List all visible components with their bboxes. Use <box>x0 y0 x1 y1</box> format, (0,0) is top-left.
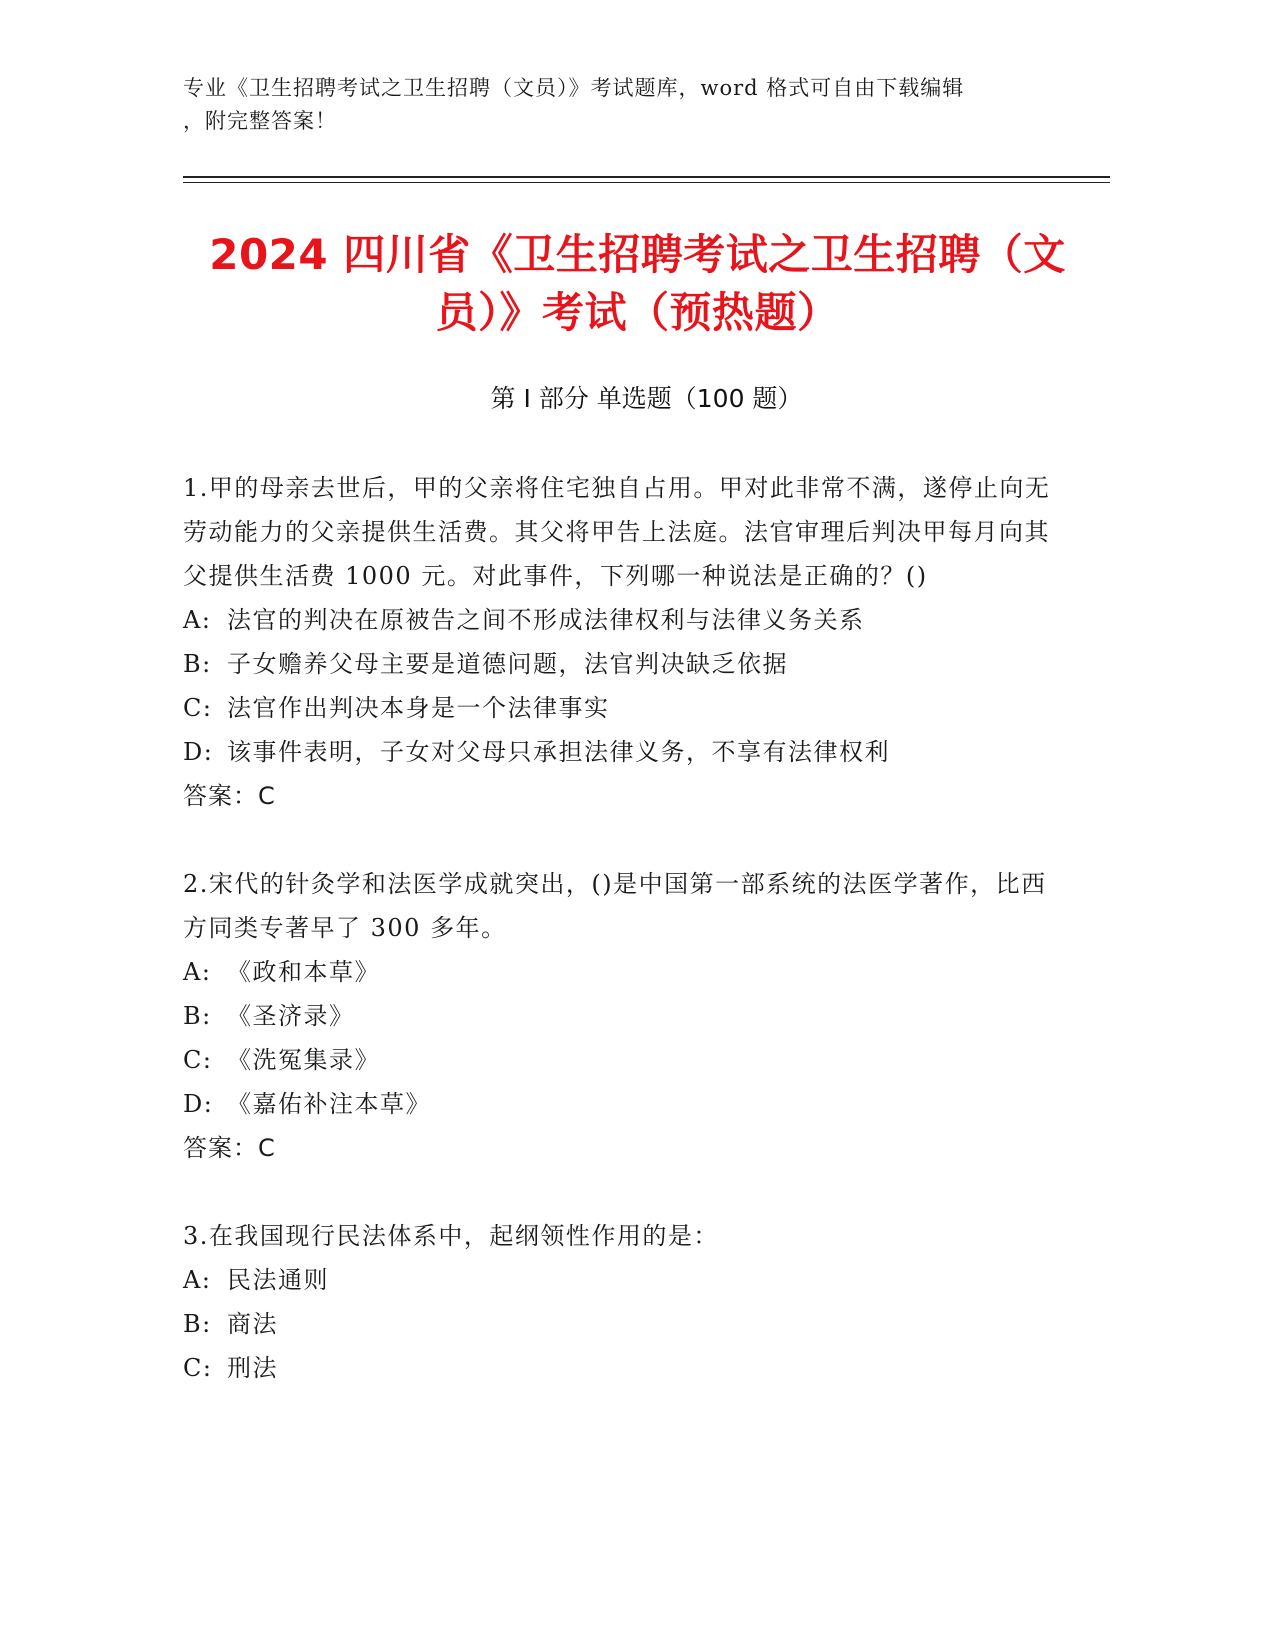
option-key: A: <box>183 1266 212 1294</box>
option-key: C: <box>183 1046 213 1074</box>
header-rule-thick <box>183 176 1110 178</box>
option-b <box>183 642 1063 686</box>
answer: 答案：C <box>183 782 276 810</box>
option-key: D: <box>183 1090 214 1118</box>
question-stem: 2.宋代的针灸学和法医学成就突出，()是中国第一部系统的法医学著作，比西方同类专著早了 300 多年。 <box>183 870 1047 942</box>
header-rule-thin <box>183 182 1110 183</box>
option-key: A: <box>183 958 212 986</box>
header-note-line-1: 专业《卫生招聘考试之卫生招聘（文员）》考试题库，word 格式可自由下载编辑 <box>183 76 965 100</box>
option-text: 刑法 <box>227 1354 278 1382</box>
option-text: 商法 <box>227 1310 278 1338</box>
option-c <box>183 1038 1063 1082</box>
option-text: 民法通则 <box>227 1266 329 1294</box>
option-key: D: <box>183 738 214 766</box>
option-d <box>183 730 1063 774</box>
option-c <box>183 1346 1063 1390</box>
option-a <box>183 950 1063 994</box>
option-text: 《嘉佑补注本草》 <box>227 1090 431 1118</box>
answer: 答案：C <box>183 1134 276 1162</box>
option-key: C: <box>183 1354 213 1382</box>
option-key: A: <box>183 606 212 634</box>
option-b <box>183 994 1063 1038</box>
question-2 <box>183 862 1063 1170</box>
option-a <box>183 598 1063 642</box>
document-title <box>170 226 1105 342</box>
option-a <box>183 1258 1063 1302</box>
option-text: 法官的判决在原被告之间不形成法律权利与法律义务关系 <box>227 606 865 634</box>
option-text: 法官作出判决本身是一个法律事实 <box>227 694 610 722</box>
option-text: 《政和本草》 <box>227 958 380 986</box>
question-list <box>183 466 1063 1434</box>
header-note-line-2: ，附完整答案！ <box>183 109 337 133</box>
question-1 <box>183 466 1063 818</box>
option-key: B: <box>183 1002 212 1030</box>
section-heading: 第 I 部分 单选题（100 题） <box>490 384 803 413</box>
option-d <box>183 1082 1063 1126</box>
option-text: 子女赡养父母主要是道德问题，法官判决缺乏依据 <box>227 650 788 678</box>
option-c <box>183 686 1063 730</box>
option-key: B: <box>183 650 212 678</box>
question-3 <box>183 1214 1063 1390</box>
document-title-line-1: 2024 四川省《卫生招聘考试之卫生招聘（文 <box>209 230 1066 279</box>
option-b <box>183 1302 1063 1346</box>
option-text: 《圣济录》 <box>227 1002 355 1030</box>
question-stem: 1.甲的母亲去世后，甲的父亲将住宅独自占用。甲对此非常不满，遂停止向无劳动能力的父亲提供生活费。其父将甲告上法庭。法官审理后判决甲每月向其父提供生活费 1000 元。对此事件，下列哪一种说法是正确的？() <box>183 474 1051 590</box>
option-text: 《洗冤集录》 <box>227 1046 380 1074</box>
option-text: 该事件表明，子女对父母只承担法律义务，不享有法律权利 <box>227 738 890 766</box>
question-stem: 3.在我国现行民法体系中，起纲领性作用的是： <box>183 1222 719 1250</box>
document-title-line-2: 员）》考试（预热题） <box>435 288 840 337</box>
option-key: B: <box>183 1310 212 1338</box>
option-key: C: <box>183 694 213 722</box>
header-note <box>183 72 1063 138</box>
